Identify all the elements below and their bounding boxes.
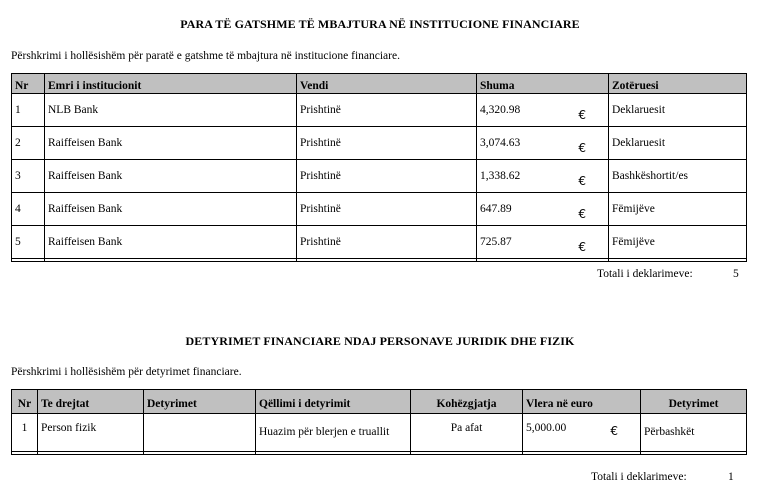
header-amount: Shuma (477, 74, 609, 94)
table-row (12, 226, 747, 259)
cell-rights: Person fizik (38, 414, 144, 452)
cell-owner: Fëmijëve (609, 226, 747, 259)
section2-description: Përshkrimi i hollësishëm për detyrimet financiare. (11, 366, 242, 378)
cell-place: Prishtinë (297, 193, 477, 226)
amount-value: 647.89 (480, 203, 512, 215)
table-row (12, 127, 747, 160)
cell-nr: 2 (12, 127, 45, 160)
value-amount: 5,000.00 (526, 422, 567, 434)
cell-institution: Raiffeisen Bank (45, 226, 297, 259)
cell-nr: 3 (12, 160, 45, 193)
euro-icon: € (578, 240, 586, 254)
section2-title: DETYRIMET FINANCIARE NDAJ PERSONAVE JURIDIK DHE FIZIK (185, 334, 575, 348)
table-row (12, 94, 747, 127)
section1-description: Përshkrimi i hollësishëm për paratë e gatshme të mbajtura në institucione financiare. (11, 50, 400, 62)
cell-owner: Fëmijëve (609, 193, 747, 226)
euro-icon: € (578, 141, 586, 155)
cell-place: Prishtinë (297, 226, 477, 259)
euro-icon: € (578, 174, 586, 188)
section2-total-label: Totali i deklarimeve: (591, 471, 687, 483)
cell-institution: NLB Bank (45, 94, 297, 127)
header-nr: Nr (12, 74, 45, 94)
cell-obligations (144, 414, 256, 452)
cell-obligation-type: Përbashkët (641, 414, 747, 452)
table-row (12, 160, 747, 193)
cell-purpose: Huazim për blerjen e truallit (256, 414, 411, 452)
header-value: Vlera në euro (523, 390, 641, 414)
amount-value: 725.87 (480, 236, 512, 248)
euro-icon: € (578, 207, 586, 221)
header-obligations: Detyrimet (144, 390, 256, 414)
table-end-rule (12, 259, 747, 262)
section1-total-label: Totali i deklarimeve: (597, 268, 693, 280)
header-obligation-type: Detyrimet (641, 390, 747, 414)
cell-institution: Raiffeisen Bank (45, 160, 297, 193)
cell-place: Prishtinë (297, 160, 477, 193)
header-rights: Te drejtat (38, 390, 144, 414)
table-end-rule (12, 452, 747, 455)
cell-amount (477, 94, 609, 127)
cell-amount (477, 160, 609, 193)
table-row (12, 193, 747, 226)
section2-total-value: 1 (728, 471, 734, 483)
cell-amount (477, 226, 609, 259)
cell-nr: 4 (12, 193, 45, 226)
section1-title: PARA TË GATSHME TË MBAJTURA NË INSTITUCIONE FINANCIARE (180, 17, 580, 31)
amount-value: 4,320.98 (480, 104, 521, 116)
cell-amount (477, 127, 609, 160)
table-header-row (12, 74, 747, 94)
cash-institutions-table (11, 73, 747, 262)
cell-amount (477, 193, 609, 226)
cell-value (523, 414, 641, 452)
euro-icon: € (610, 424, 618, 438)
cell-nr: 1 (12, 414, 38, 452)
cell-place: Prishtinë (297, 94, 477, 127)
cell-owner: Deklaruesit (609, 127, 747, 160)
cell-nr: 1 (12, 94, 45, 127)
cell-duration: Pa afat (411, 414, 523, 452)
section1-total-value: 5 (733, 268, 739, 280)
header-place: Vendi (297, 74, 477, 94)
table-header-row (12, 390, 747, 414)
table-row (12, 414, 747, 452)
euro-icon: € (578, 108, 586, 122)
cell-owner: Bashkëshortit/es (609, 160, 747, 193)
header-duration: Kohëzgjatja (411, 390, 523, 414)
amount-value: 3,074.63 (480, 137, 521, 149)
amount-value: 1,338.62 (480, 170, 521, 182)
header-institution: Emri i institucionit (45, 74, 297, 94)
header-purpose: Qëllimi i detyrimit (256, 390, 411, 414)
cell-owner: Deklaruesit (609, 94, 747, 127)
header-owner: Zotëruesi (609, 74, 747, 94)
cell-institution: Raiffeisen Bank (45, 193, 297, 226)
cell-nr: 5 (12, 226, 45, 259)
cell-institution: Raiffeisen Bank (45, 127, 297, 160)
cell-place: Prishtinë (297, 127, 477, 160)
financial-obligations-table (11, 389, 747, 455)
header-nr: Nr (12, 390, 38, 414)
